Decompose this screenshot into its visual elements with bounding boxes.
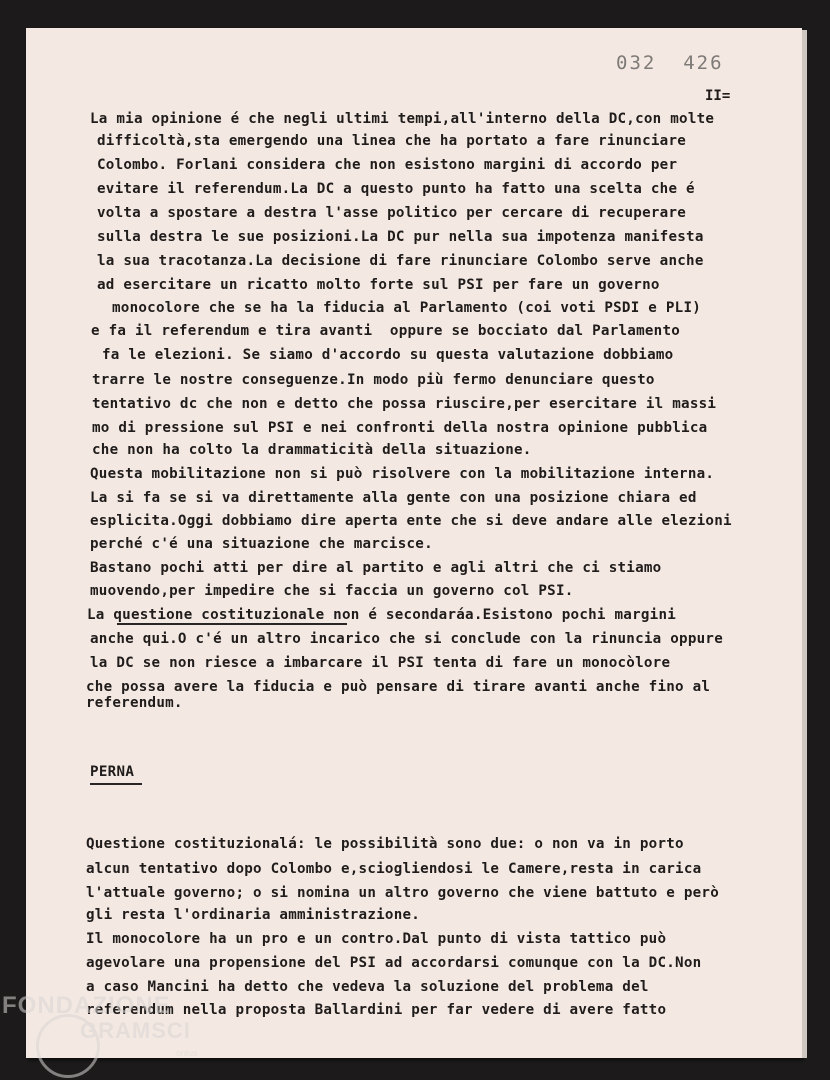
text-line: Il monocolore ha un pro e un contro.Dal punto di vista tattico può <box>86 931 667 947</box>
underline-mark <box>117 623 347 625</box>
text-line: agevolare una propensione del PSI ad accordarsi comunque con la DC.Non <box>86 955 702 971</box>
text-line: Questa mobilitazione non si può risolvere con la mobilitazione interna. <box>90 466 715 482</box>
text-line: volta a spostare a destra l'asse politico per cercare di recuperare <box>97 205 687 221</box>
text-line: e fa il referendum e tira avanti oppure se bocciato dal Parlamento <box>91 323 681 339</box>
speaker-heading: PERNA <box>90 764 135 780</box>
section-marker: II= <box>705 88 731 104</box>
text-line: Colombo. Forlani considera che non esistono margini di accordo per <box>97 157 678 173</box>
text-line: esplicita.Oggi dobbiamo dire aperta ente che si deve andare alle elezioni <box>90 513 732 529</box>
watermark-line2: GRAMSCI <box>80 1018 191 1043</box>
text-line: ad esercitare un ricatto molto forte sul PSI per fare un governo <box>97 277 660 293</box>
text-line: che non ha colto la drammaticità della situazione. <box>92 442 532 458</box>
text-line: La mia opinione é che negli ultimi tempi,all'interno della DC,con molte <box>90 111 715 127</box>
text-line: evitare il referendum.La DC a questo punto ha fatto una scelta che é <box>97 181 695 197</box>
text-line: referendum nella proposta Ballardini per far vedere di avere fatto <box>86 1002 667 1018</box>
text-line: gli resta l'ordinaria amministrazione. <box>86 907 421 923</box>
text-line: anche qui.O c'é un altro incarico che si conclude con la rinuncia oppure <box>90 631 723 647</box>
text-line: sulla destra le sue posizioni.La DC pur nella sua impotenza manifesta <box>97 229 704 245</box>
text-line: a caso Mancini ha detto che vedeva la soluzione del problema del <box>86 979 649 995</box>
text-line: perché c'é una situazione che marcisce. <box>90 536 433 552</box>
text-line: muovendo,per impedire che si faccia un governo col PSI. <box>90 583 574 599</box>
text-line: mo di pressione sul PSI e nei confronti della nostra opinione pubblica <box>92 420 708 436</box>
text-line: tentativo dc che non e detto che possa riuscire,per esercitare il massi <box>92 396 717 412</box>
text-line: referendum. <box>86 695 183 711</box>
speaker-underline <box>90 783 142 785</box>
text-line: che possa avere la fiducia e può pensare di tirare avanti anche fino al <box>86 679 711 695</box>
text-line: Bastano pochi atti per dire al partito e agli altri che ci stiamo <box>90 560 662 576</box>
text-line: trarre le nostre conseguenze.In modo più fermo denunciare questo <box>92 372 655 388</box>
text-line: monocolore che se ha la fiducia al Parlamento (coi voti PSDI e PLI) <box>112 300 702 316</box>
archive-watermark <box>0 992 220 1072</box>
watermark-line3: onlus <box>176 1048 198 1058</box>
text-line: fa le elezioni. Se siamo d'accordo su questa valutazione dobbiamo <box>102 347 674 363</box>
text-line: alcun tentativo dopo Colombo e,sciogliendosi le Camere,resta in carica <box>86 861 702 877</box>
text-line: la DC se non riesce a imbarcare il PSI tenta di fare un monocòlore <box>90 655 671 671</box>
text-line: Questione costituzionalá: le possibilità sono due: o non va in porto <box>86 836 684 852</box>
watermark-line1: FONDAZIONE <box>2 992 171 1019</box>
text-line: La questione costituzionale non é secondaráa.Esistono pochi margini <box>87 607 677 623</box>
text-line: la sua tracotanza.La decisione di fare rinunciare Colombo serve anche <box>97 253 704 269</box>
text-line: l'attuale governo; o si nomina un altro governo che viene battuto e però <box>86 885 719 901</box>
text-line: La si fa se si va direttamente alla gente con una posizione chiara ed <box>90 490 697 506</box>
text-line: difficoltà,sta emergendo una linea che ha portato a fare rinunciare <box>97 133 687 149</box>
document-number: 032 426 <box>616 52 724 74</box>
page-edge <box>802 30 807 1058</box>
